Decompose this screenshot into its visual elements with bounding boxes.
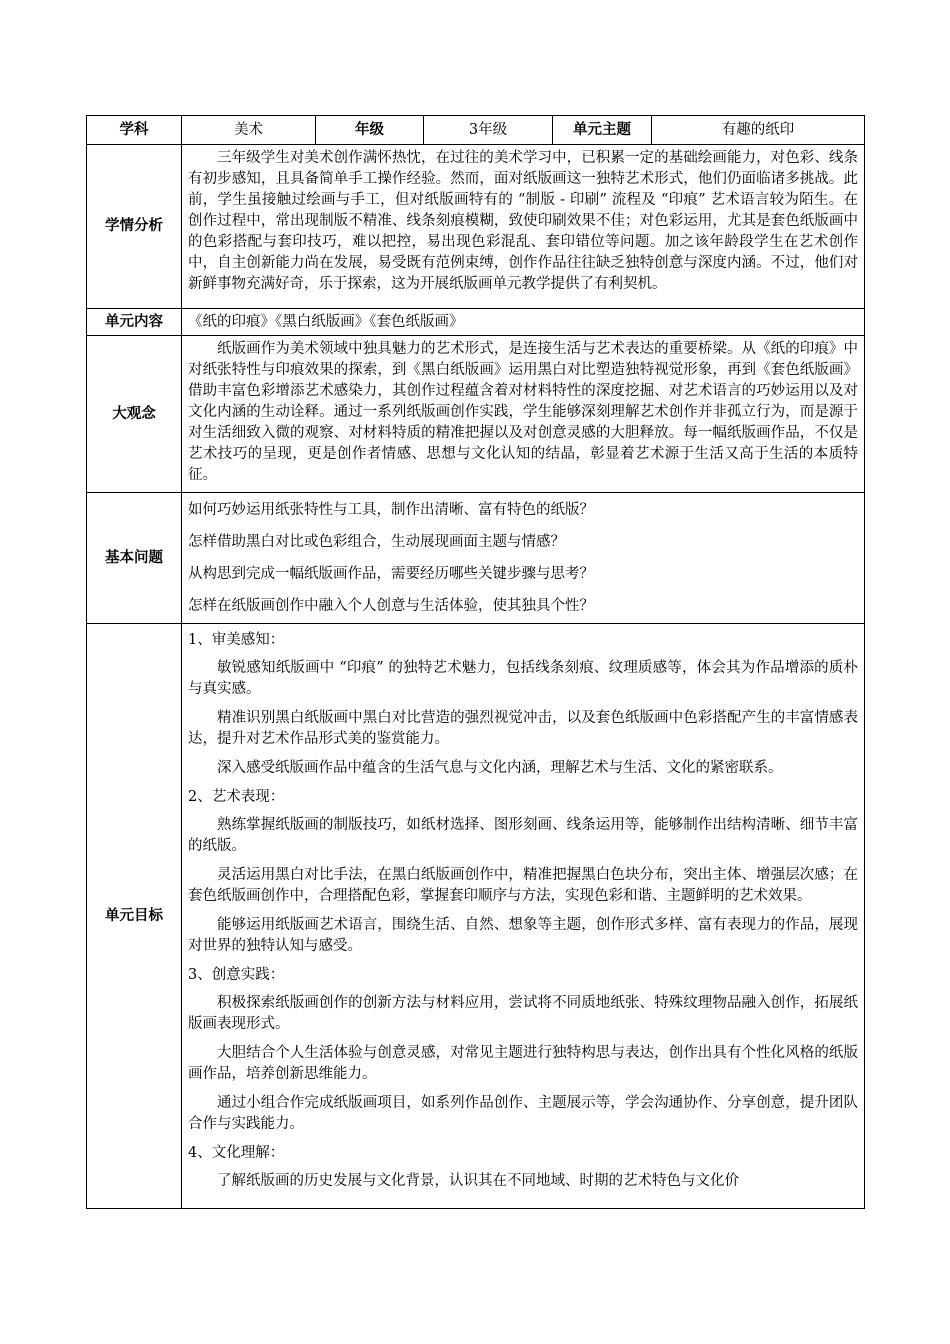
goal-paragraph: 熟练掌握纸版画的制版技巧，如纸材选择、图形刻画、线条运用等，能够制作出结构清晰、细节丰富的纸版。 bbox=[188, 817, 858, 854]
grade-value: 3年级 bbox=[424, 116, 553, 145]
subject-value: 美术 bbox=[182, 116, 316, 145]
goal-heading-culture: 4、文化理解： bbox=[188, 1145, 285, 1161]
big-idea-label: 大观念 bbox=[87, 336, 182, 493]
question-item: 怎样借助黑白对比或色彩组合，生动展现画面主题与情感？ bbox=[188, 534, 565, 550]
subject-label: 学科 bbox=[87, 116, 182, 145]
unit-content-label: 单元内容 bbox=[87, 309, 182, 336]
goal-heading-expression: 2、艺术表现： bbox=[188, 789, 285, 805]
learner-analysis-text: 三年级学生对美术创作满怀热忱，在过往的美术学习中，已积累一定的基础绘画能力，对色彩、线条有初步感知，且具备简单手工操作经验。然而，面对纸版画这一独特艺术形式，他们仍面临诸多挑战。此前，学生虽接触过绘画与手工，但对纸版画特有的 “制版 - 印刷” 流程及 “印痕” 艺术语言较为陌生。在创作过程中，常出现制版不精准、线条刻痕模糊，致使印刷效果不佳；对色彩运用，尤其是套色纸版画中的色彩搭配与套印技巧，难以把控，易出现色彩混乱、套印错位等问题。加之该年龄段学生在艺术创作中，自主创新能力尚在发展，易受既有范例束缚，创作作品往往缺乏独特创意与深度内涵。不过，他们对新鲜事物充满好奇，乐于探索，这为开展纸版画单元教学提供了有利契机。 bbox=[188, 150, 858, 292]
big-idea-row bbox=[87, 336, 865, 493]
goal-paragraph: 敏锐感知纸版画中 “印痕” 的独特艺术魅力，包括线条刻痕、纹理质感等，体会其为作品增添的质朴与真实感。 bbox=[188, 660, 858, 697]
basic-questions-cell bbox=[182, 493, 865, 624]
goal-paragraph: 积极探索纸版画创作的创新方法与材料应用，尝试将不同质地纸张、特殊纹理物品融入创作，拓展纸版画表现形式。 bbox=[188, 995, 858, 1032]
lesson-plan-document bbox=[86, 115, 864, 1209]
learner-analysis-cell bbox=[182, 145, 865, 309]
goal-paragraph: 灵活运用黑白对比手法，在黑白纸版画创作中，精准把握黑白色块分布，突出主体、增强层次感；在套色纸版画创作中，合理搭配色彩，掌握套印顺序与方法，实现色彩和谐、主题鲜明的艺术效果。 bbox=[188, 867, 858, 904]
learner-analysis-row bbox=[87, 145, 865, 309]
goal-paragraph: 深入感受纸版画作品中蕴含的生活气息与文化内涵，理解艺术与生活、文化的紧密联系。 bbox=[217, 760, 783, 776]
unit-plan-table bbox=[86, 115, 865, 1209]
goal-paragraph: 通过小组合作完成纸版画项目，如系列作品创作、主题展示等，学会沟通协作、分享创意，提升团队合作与实践能力。 bbox=[188, 1095, 858, 1132]
goal-paragraph: 大胆结合个人生活体验与创意灵感，对常见主题进行独特构思与表达，创作出具有个性化风格的纸版画作品，培养创新思维能力。 bbox=[188, 1045, 858, 1082]
big-idea-cell bbox=[182, 336, 865, 493]
goal-paragraph: 精准识别黑白纸版画中黑白对比营造的强烈视觉冲击，以及套色纸版画中色彩搭配产生的丰富情感表达，提升对艺术作品形式美的鉴赏能力。 bbox=[188, 710, 858, 747]
grade-label: 年级 bbox=[316, 116, 424, 145]
unit-goals-label: 单元目标 bbox=[87, 624, 182, 1209]
big-idea-text: 纸版画作为美术领域中独具魅力的艺术形式，是连接生活与艺术表达的重要桥梁。从《纸的印痕》中对纸张特性与印痕效果的探索，到《黑白纸版画》运用黑白对比塑造独特视觉形象，再到《套色纸版画》借助丰富色彩增添艺术感染力，其创作过程蕴含着对材料特性的深度挖掘、对艺术语言的巧妙运用以及对文化内涵的生动诠释。通过一系列纸版画创作实践，学生能够深刻理解艺术创作并非孤立行为，而是源于对生活细致入微的观察、对材料特质的精准把握以及对创意灵感的大胆释放。每一幅纸版画作品，不仅是艺术技巧的呈现，更是创作者情感、思想与文化认知的结晶，彰显着艺术源于生活又高于生活的本质特征。 bbox=[188, 341, 858, 483]
learner-analysis-label: 学情分析 bbox=[87, 145, 182, 309]
goal-heading-creative: 3、创意实践： bbox=[188, 967, 285, 983]
basic-questions-label: 基本问题 bbox=[87, 493, 182, 624]
goal-paragraph: 能够运用纸版画艺术语言，围绕生活、自然、想象等主题，创作形式多样、富有表现力的作品，展现对世界的独特认知与感受。 bbox=[188, 917, 858, 954]
question-item: 从构思到完成一幅纸版画作品，需要经历哪些关键步骤与思考？ bbox=[188, 566, 594, 582]
unit-theme-value: 有趣的纸印 bbox=[652, 116, 865, 145]
question-item: 怎样在纸版画创作中融入个人创意与生活体验，使其独具个性？ bbox=[188, 598, 594, 614]
header-row bbox=[87, 116, 865, 145]
unit-goals-cell bbox=[182, 624, 865, 1209]
goal-heading-aesthetic: 1、审美感知： bbox=[188, 632, 285, 648]
question-item: 如何巧妙运用纸张特性与工具，制作出清晰、富有特色的纸版？ bbox=[188, 502, 594, 518]
unit-content-cell bbox=[182, 309, 865, 336]
goal-paragraph: 了解纸版画的历史发展与文化背景，认识其在不同地域、时期的艺术特色与文化价 bbox=[217, 1173, 739, 1189]
unit-content-row bbox=[87, 309, 865, 336]
unit-content-text: 《纸的印痕》《黑白纸版画》《套色纸版画》 bbox=[188, 313, 464, 330]
unit-theme-label: 单元主题 bbox=[553, 116, 652, 145]
basic-questions-row bbox=[87, 493, 865, 624]
unit-goals-row bbox=[87, 624, 865, 1209]
